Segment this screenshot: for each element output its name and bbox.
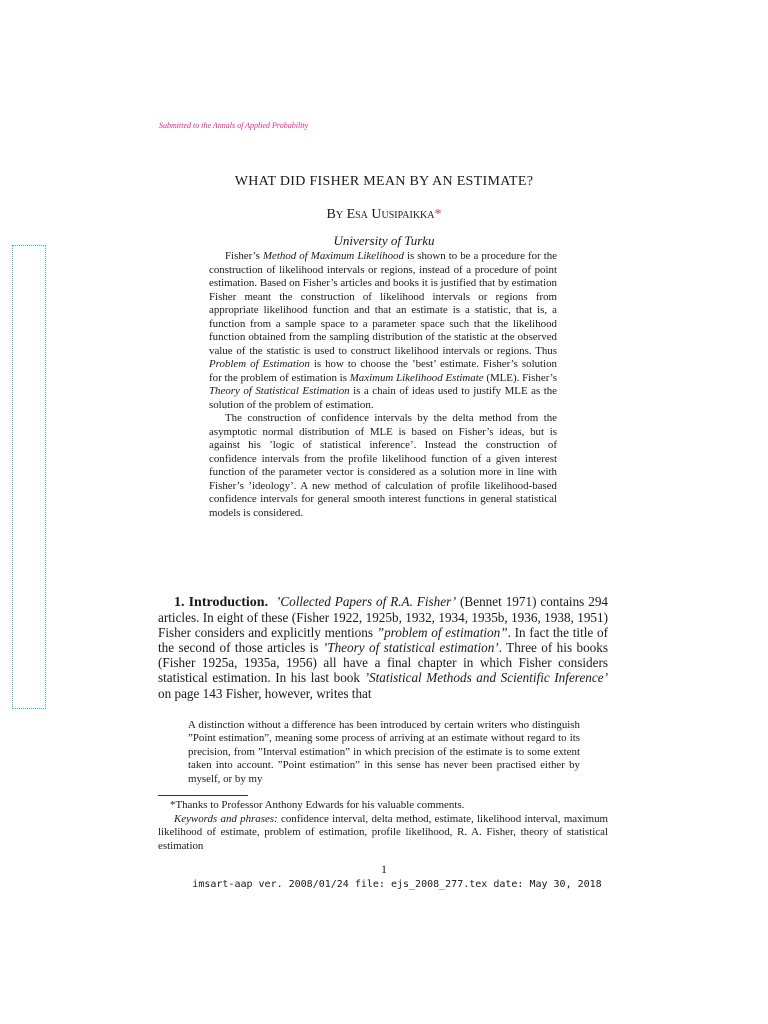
introduction-section <box>158 594 608 701</box>
author-name: Esa Uusipaikka <box>346 207 435 222</box>
text-run: is how to choose the ’best’ estimate. Fisher’s solution for the problem of estimation is <box>209 358 558 384</box>
quote-text: A distinction without a difference has been introduced by certain writers who distinguish ”Point estimation”, meaning some process of arriving at an estimate without regard to its precision, from ”Interval estimation” in which precision of the estimate is to some extent taken into account. ”Point estimation” in this sense has never been practised either by myself, or by my <box>188 719 580 785</box>
italic-text: Theory of Statistical Estimation <box>209 385 350 397</box>
abstract-paragraph-2 <box>209 412 557 520</box>
italic-text: Problem of Estimation <box>209 358 310 370</box>
italic-text: ’Theory of statistical estimation’ <box>322 640 499 656</box>
text-run: (MLE). Fisher’s <box>483 371 557 384</box>
introduction-text <box>158 594 608 701</box>
section-heading: 1. Introduction. <box>174 595 269 610</box>
abstract <box>209 250 557 520</box>
text-run: (Bennet 1971) contains 294 articles. In eight of these (Fisher 1922, 1925b, 1932, 1934, 1935b, 1936, 1938, 1951) Fisher considers and explicitly mentions <box>158 594 609 641</box>
italic-text: Method of Maximum Likelihood <box>262 250 404 262</box>
text-run: confidence interval, delta method, estimate, likelihood interval, maximum likelihood of estimate, problem of estimation, profile likelihood, R. A. Fisher, theory of statistical estimation <box>158 812 608 852</box>
author-prefix: By <box>326 207 344 222</box>
text-run: The construction of confidence intervals by the delta method from the asymptotic normal distribution of MLE is based on Fisher’s ideas, but is against his ’logic of statistical inference’. Instead the construction of confidence intervals from the profile likelihood function of a given interest function of the parameter vector is considered as a solution more in line with Fisher’s ’ideology’. A new method of calculation of profile likelihood-based confidence intervals for general smooth interest functions in general statistical models is considered. <box>209 412 557 519</box>
text-run: on page 143 Fisher, however, writes that <box>158 685 372 701</box>
italic-text: ’Statistical Methods and Scientific Inference’ <box>364 670 608 686</box>
text-run: . In fact the title of the second of those articles is <box>158 625 608 656</box>
author-footnote-mark[interactable]: * <box>434 207 442 222</box>
text-run: is shown to be a procedure for the construction of likelihood intervals or regions, instead of a procedure of point estimation. Based on Fisher’s articles and books it is justified that by estimation Fisher meant the construction of likelihood intervals or regions from appropriate likelihood function and that an estimate is a statistic, that is, a function from a sample space to a parameter space such that the likelihood function obtained from the sampling distribution of the statistic at the observed value of the statistic is used to construct likelihood intervals or regions. Thus <box>209 250 558 357</box>
footnote-rule <box>158 795 248 796</box>
introduction-paragraph <box>158 594 608 701</box>
submitted-note: Submitted to the Annals of Applied Probability <box>159 121 309 130</box>
author-line <box>0 207 768 223</box>
text-run: . Three of his books (Fisher 1925a, 1935a, 1956) all have a final chapter in which Fisher considers statistical estimation. In his last book <box>158 640 608 686</box>
paper-title: WHAT DID FISHER MEAN BY AN ESTIMATE? <box>234 174 534 189</box>
margin-frame <box>12 245 46 709</box>
page-number: 1 <box>381 862 387 876</box>
italic-text: ”problem of estimation” <box>376 625 508 641</box>
block-quote <box>188 719 580 786</box>
build-stamp: imsart-aap ver. 2008/01/24 file: ejs_2008_277.tex date: May 30, 2018 <box>192 879 602 890</box>
footnote-thanks: *Thanks to Professor Anthony Edwards for his valuable comments. <box>170 799 465 811</box>
italic-text: Keywords and phrases: <box>174 812 278 825</box>
footnotes <box>158 799 608 853</box>
italic-text: Maximum Likelihood Estimate <box>349 371 484 384</box>
text-run: Fisher’s <box>225 250 263 262</box>
affiliation: University of Turku <box>333 233 435 248</box>
footnote-keywords <box>158 813 608 854</box>
text-run: is a chain of ideas used to justify MLE as the solution of the problem of estimation. <box>209 385 558 411</box>
abstract-paragraph-1 <box>209 250 557 412</box>
italic-text: ’Collected Papers of R.A. Fisher’ <box>275 594 457 609</box>
